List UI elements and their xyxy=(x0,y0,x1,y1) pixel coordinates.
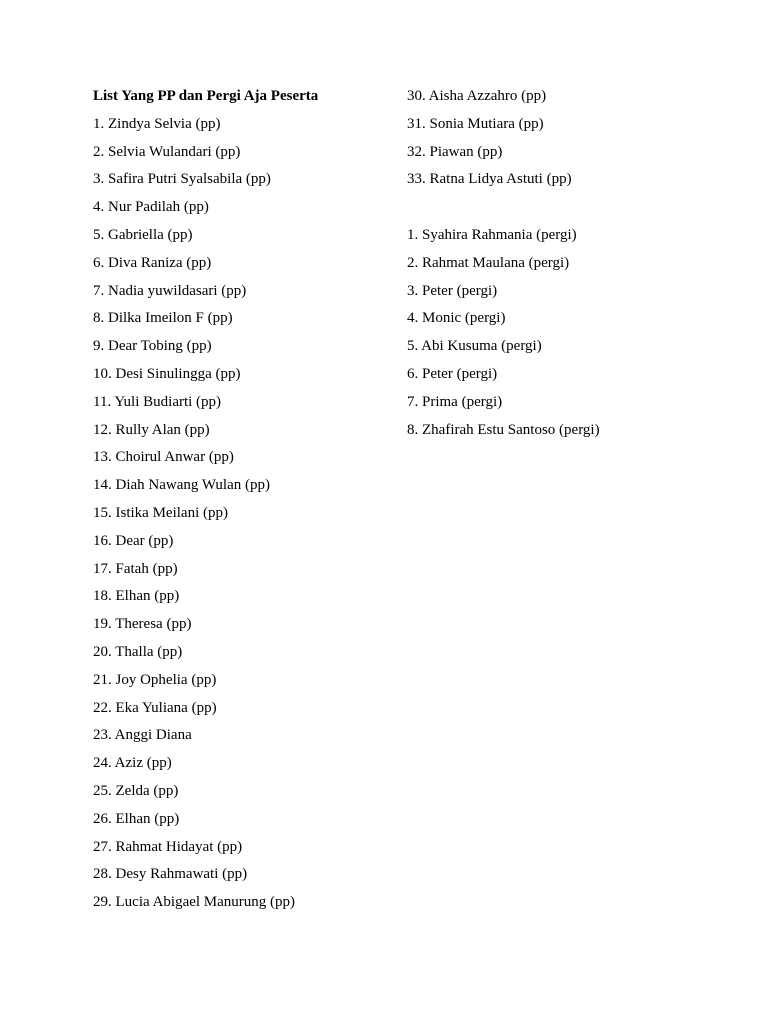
pp-list-item: 10. Desi Sinulingga (pp) xyxy=(93,365,241,382)
pp-list-item: 3. Safira Putri Syalsabila (pp) xyxy=(93,171,271,188)
pergi-list-item: 1. Syahira Rahmania (pergi) xyxy=(407,226,577,243)
pp-list-item: 8. Dilka Imeilon F (pp) xyxy=(93,310,233,327)
pp-list-item: 24. Aziz (pp) xyxy=(93,755,172,772)
pergi-list-item: 2. Rahmat Maulana (pergi) xyxy=(407,254,570,271)
pp-list-item: 27. Rahmat Hidayat (pp) xyxy=(93,838,243,855)
pp-list-item: 23. Anggi Diana xyxy=(93,727,192,744)
pp-list-item: 20. Thalla (pp) xyxy=(93,643,183,660)
pp-list-item: 16. Dear (pp) xyxy=(93,532,174,549)
pp-list-item: 19. Theresa (pp) xyxy=(93,616,192,633)
pp-list-item: 11. Yuli Budiarti (pp) xyxy=(93,393,222,410)
pp-list-item: 2. Selvia Wulandari (pp) xyxy=(93,143,241,160)
pp-list-item: 28. Desy Rahmawati (pp) xyxy=(93,866,248,883)
pp-list-item: 6. Diva Raniza (pp) xyxy=(93,254,212,271)
pp-list-item: 33. Ratna Lidya Astuti (pp) xyxy=(407,171,572,188)
right-column xyxy=(407,86,737,447)
pp-list-item: 18. Elhan (pp) xyxy=(93,588,180,605)
pp-list-item: 30. Aisha Azzahro (pp) xyxy=(407,88,547,104)
pp-list-item: 12. Rully Alan (pp) xyxy=(93,421,210,438)
pp-list-item: 7. Nadia yuwildasari (pp) xyxy=(93,282,247,299)
pp-list-item: 9. Dear Tobing (pp) xyxy=(93,338,212,355)
pergi-list-item: 5. Abi Kusuma (pergi) xyxy=(407,338,542,355)
pp-list-item: 26. Elhan (pp) xyxy=(93,810,180,827)
pp-list-item: 25. Zelda (pp) xyxy=(93,782,179,799)
pp-list-item: 21. Joy Ophelia (pp) xyxy=(93,671,217,688)
pp-list-item: 15. Istika Meilani (pp) xyxy=(93,504,228,521)
pergi-list-item: 3. Peter (pergi) xyxy=(407,282,498,299)
pp-list-item: 29. Lucia Abigael Manurung (pp) xyxy=(93,894,296,911)
pp-list-item: 22. Eka Yuliana (pp) xyxy=(93,699,217,716)
pp-list-item: 31. Sonia Mutiara (pp) xyxy=(407,115,544,132)
pergi-list-item: 7. Prima (pergi) xyxy=(407,393,503,410)
pergi-list-item: 8. Zhafirah Estu Santoso (pergi) xyxy=(407,421,600,438)
pp-list-item: 4. Nur Padilah (pp) xyxy=(93,199,209,216)
left-column xyxy=(93,86,393,920)
pp-list-item: 5. Gabriella (pp) xyxy=(93,226,193,243)
pp-list-item: 13. Choirul Anwar (pp) xyxy=(93,449,234,466)
pergi-list-item: 6. Peter (pergi) xyxy=(407,365,498,382)
pp-list-item: 1. Zindya Selvia (pp) xyxy=(93,115,221,132)
document-title: List Yang PP dan Pergi Aja Peserta xyxy=(93,88,319,104)
pergi-list-item: 4. Monic (pergi) xyxy=(407,310,506,327)
pp-list-item: 32. Piawan (pp) xyxy=(407,143,503,160)
list-separator xyxy=(407,197,737,225)
pp-list-item: 17. Fatah (pp) xyxy=(93,560,178,577)
pp-list-item: 14. Diah Nawang Wulan (pp) xyxy=(93,477,270,494)
